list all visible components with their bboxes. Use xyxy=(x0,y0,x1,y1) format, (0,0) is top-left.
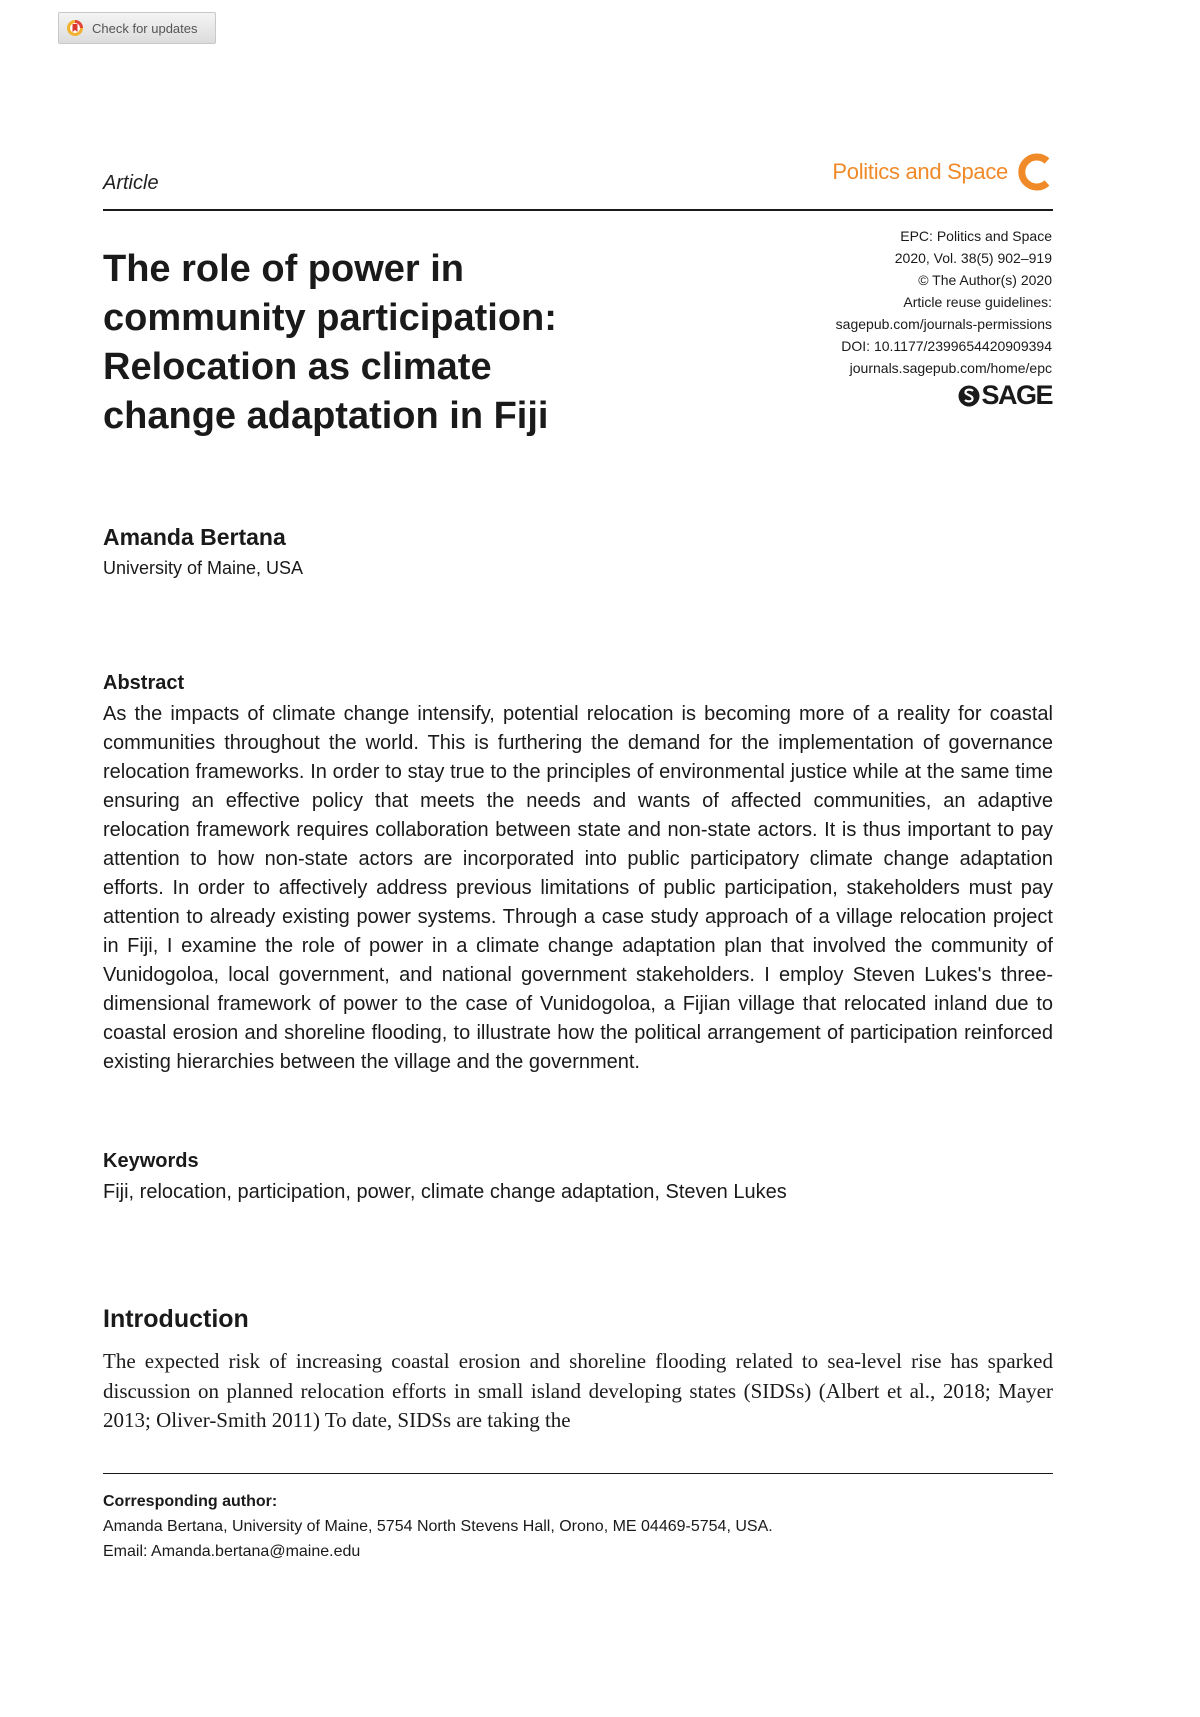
header-divider xyxy=(103,209,1053,211)
keywords-list: Fiji, relocation, participation, power, climate change adaptation, Steven Lukes xyxy=(103,1181,787,1203)
author-name: Amanda Bertana xyxy=(103,524,286,550)
journal-home-link[interactable]: journals.sagepub.com/home/epc xyxy=(849,360,1052,376)
volume-info: 2020, Vol. 38(5) 902–919 xyxy=(894,250,1052,266)
copyright: © The Author(s) 2020 xyxy=(918,272,1052,288)
journal-name: EPC: Politics and Space xyxy=(900,228,1052,244)
title-line: The role of power in xyxy=(103,248,465,290)
author-affiliation: University of Maine, USA xyxy=(103,558,304,578)
introduction-heading: Introduction xyxy=(103,1305,249,1333)
article-type-label: Article xyxy=(103,172,159,194)
journal-brand-name: Politics and Space xyxy=(832,159,1008,184)
check-for-updates-button[interactable] xyxy=(58,12,216,44)
sage-s-icon xyxy=(958,383,980,409)
corresponding-author-email[interactable]: Email: Amanda.bertana@maine.edu xyxy=(103,1543,361,1560)
title-line: change adaptation in Fiji xyxy=(103,395,549,437)
abstract-heading: Abstract xyxy=(103,672,185,694)
article-title xyxy=(103,245,743,441)
keywords-heading: Keywords xyxy=(103,1150,199,1172)
introduction-text: The expected risk of increasing coastal erosion and shoreline flooding related to sea-level rise has sparked discussion on planned relocation efforts in small island developing states (SIDSs) (Albert et al., 2018; Mayer 2013; Oliver-Smith 2011) To date, SIDSs are taking the xyxy=(103,1349,1053,1432)
corresponding-author-heading: Corresponding author: xyxy=(103,1493,278,1510)
journal-brand xyxy=(832,152,1052,192)
corresponding-author-address: Amanda Bertana, University of Maine, 5754 North Stevens Hall, Orono, ME 04469-5754, USA. xyxy=(103,1518,773,1535)
sage-logo xyxy=(958,380,1052,411)
doi-link[interactable]: DOI: 10.1177/2399654420909394 xyxy=(841,338,1052,354)
reuse-guidelines-label: Article reuse guidelines: xyxy=(903,294,1052,310)
footnote-divider xyxy=(103,1473,1053,1474)
journal-metadata xyxy=(732,225,1052,379)
sage-wordmark: SAGE xyxy=(981,380,1052,410)
bookmark-update-icon xyxy=(66,19,84,37)
permissions-link[interactable]: sagepub.com/journals-permissions xyxy=(835,316,1052,332)
title-line: community participation: xyxy=(103,297,557,339)
abstract-text: As the impacts of climate change intensify, potential relocation is becoming more of a reality for coastal communities throughout the world. This is furthering the demand for the implementation of governance relocation frameworks. In order to stay true to the principles of environmental justice while at the same time ensuring an effective policy that meets the needs and wants of affected communities, an adaptive relocation framework requires collaboration between state and non-state actors. It is thus important to pay attention to how non-state actors are incorporated into public participatory climate change adaptation efforts. In order to affectively address previous limitations of public participation, stakeholders must pay attention to already existing power systems. Through a case study approach of a village relocation project in Fiji, I examine the role of power in a climate change adaptation plan that involved the community of Vunidogoloa, local government, and national government stakeholders. I employ Steven Lukes's three-dimensional framework of power to the case of Vunidogoloa, a Fijian village that relocated inland due to coastal erosion and shoreline flooding, to illustrate how the political arrangement of participation reinforced existing hierarchies between the village and the government. xyxy=(103,703,1053,1073)
title-line: Relocation as climate xyxy=(103,346,492,388)
journal-c-logo-icon xyxy=(1016,152,1052,192)
check-for-updates-label: Check for updates xyxy=(92,20,198,36)
